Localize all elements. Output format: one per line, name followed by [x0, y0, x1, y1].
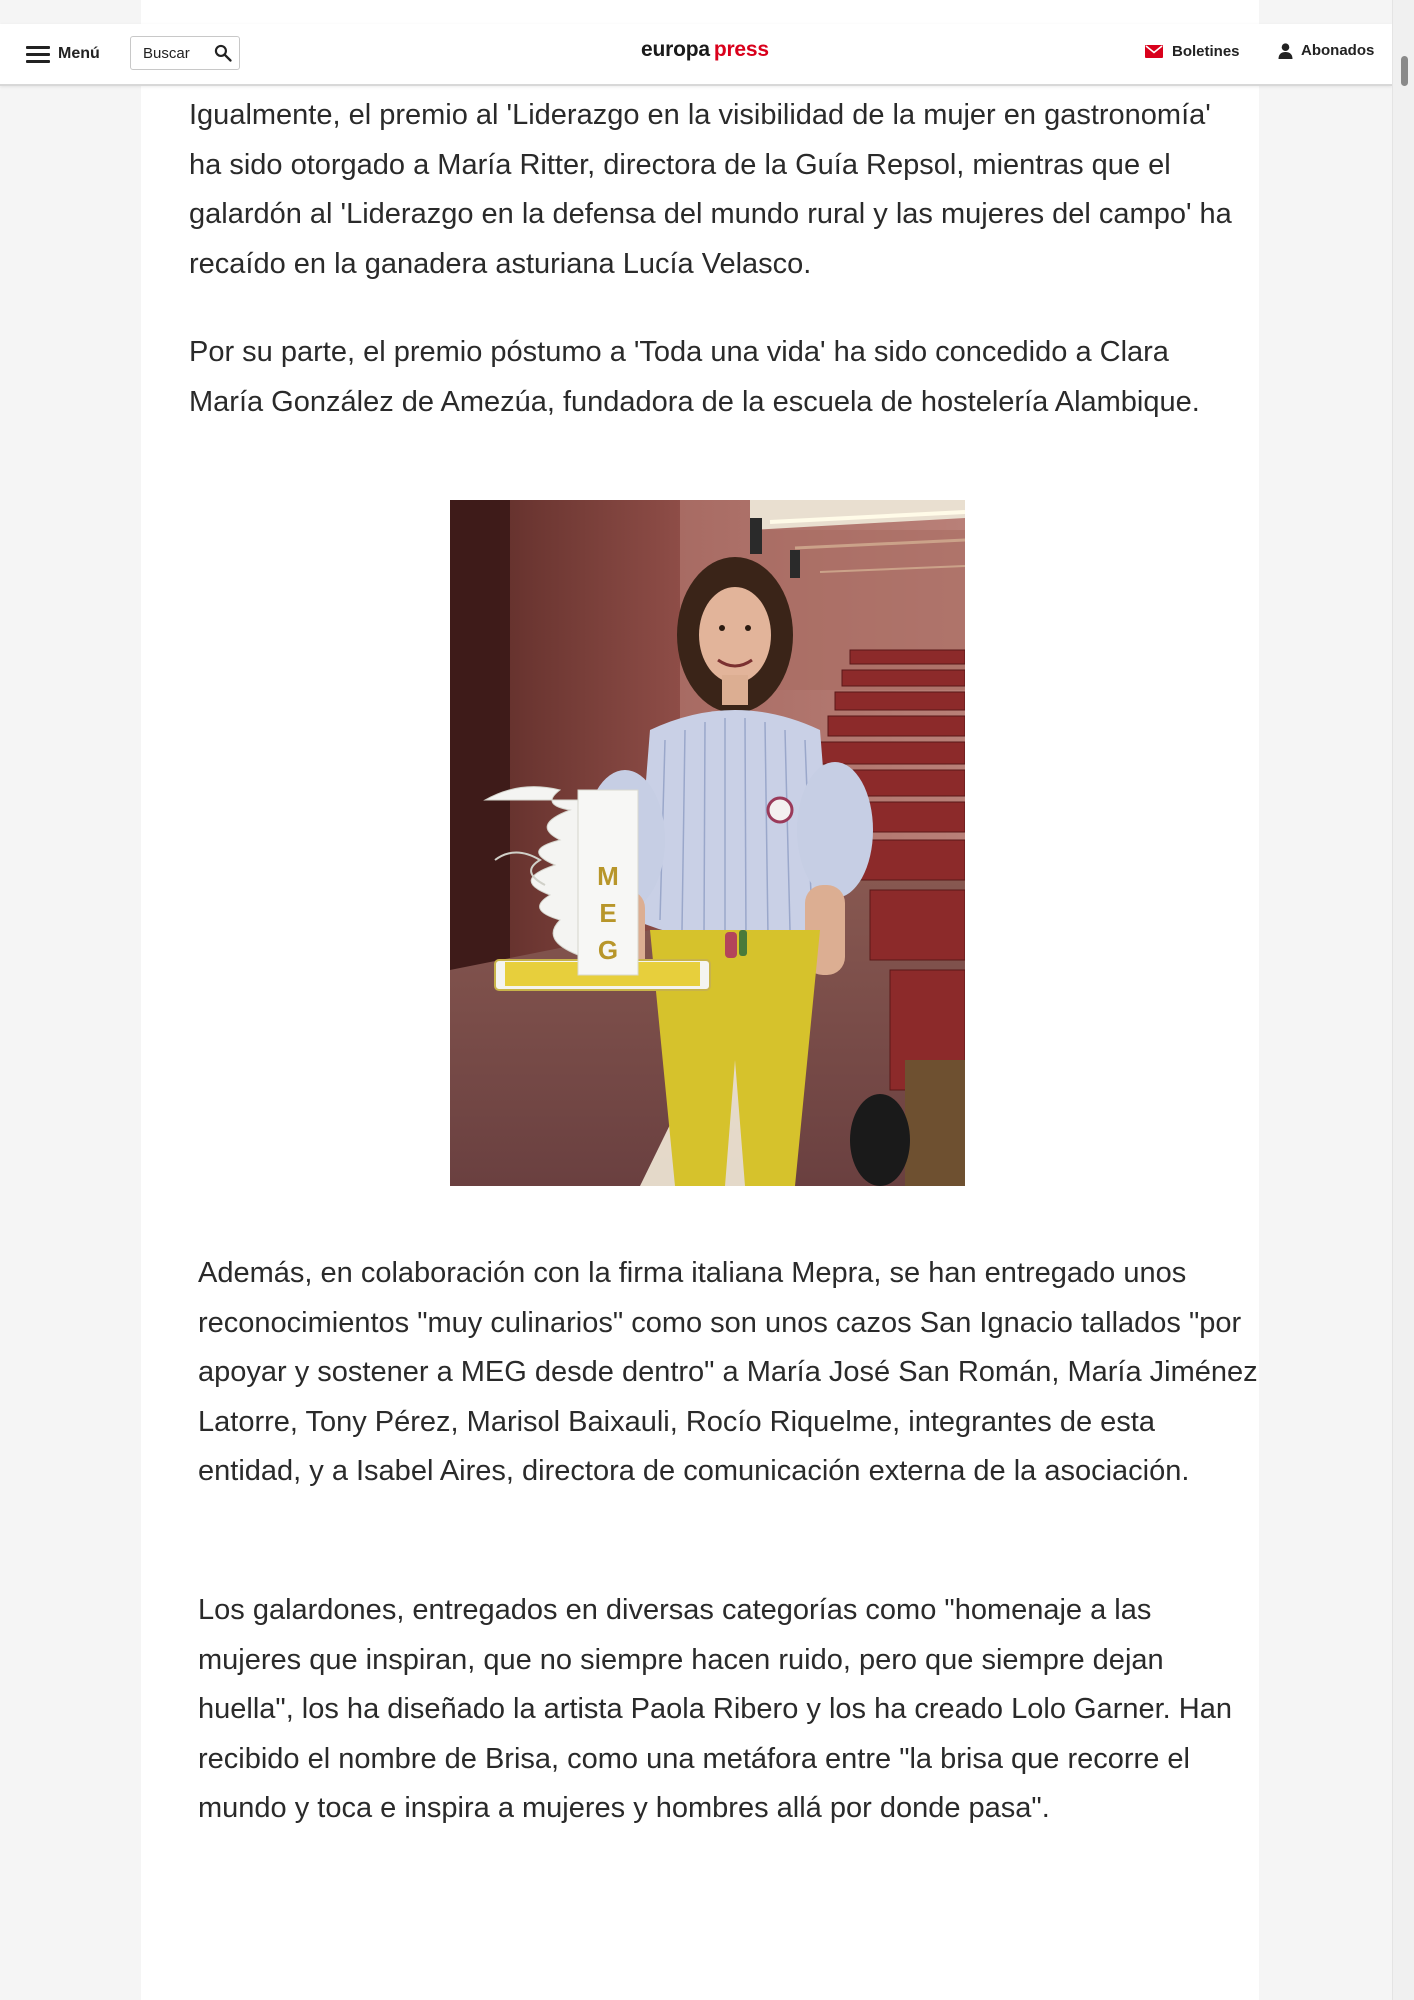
europapress-logo[interactable]: [641, 38, 769, 62]
photo-illustration: [450, 500, 965, 1186]
newsletters-link[interactable]: [1145, 43, 1240, 60]
user-icon: [1278, 43, 1293, 59]
newsletters-label[interactable]: Boletines: [1172, 43, 1240, 60]
article-paragraph: Por su parte, el premio póstumo a 'Toda una vida' ha sido concedido a Clara María González de Amezúa, fundadora de la escuela de hostelería Alambique.: [189, 336, 1200, 418]
subscribers-link[interactable]: [1278, 42, 1374, 59]
article-paragraph: Los galardones, entregados en diversas categorías como "homenaje a las mujeres que inspiran, que no siempre hacen ruido, pero que siempre dejan huella", los ha diseñado la artista Paola Ribero y los ha creado Lolo Garner. Han recibido el nombre de Brisa, como una metáfora entre "la brisa que recorre el mundo y toca e inspira a mujeres y hombres allá por donde pasa".: [198, 1594, 1232, 1824]
logo-text-europa[interactable]: europa: [641, 38, 710, 61]
trophy-letter: M: [597, 861, 619, 891]
site-header: [0, 24, 1392, 86]
menu-button[interactable]: [26, 40, 100, 68]
menu-label[interactable]: Menú: [58, 45, 100, 62]
article-paragraph: Además, en colaboración con la firma italiana Mepra, se han entregado unos reconocimientos "muy culinarios" como son unos cazos San Ignacio tallados "por apoyar y sostener a MEG desde dentro" a María José San Román, María Jiménez Latorre, Tony Pérez, Marisol Baixauli, Rocío Riquelme, integrantes de esta entidad, y a Isabel Aires, directora de comunicación externa de la asociación.: [198, 1257, 1258, 1487]
subscribers-label[interactable]: Abonados: [1301, 42, 1375, 59]
article-paragraph: Igualmente, el premio al 'Liderazgo en la visibilidad de la mujer en gastronomía' ha sido otorgado a María Ritter, directora de la Guía Repsol, mientras que el galardón al 'Liderazgo en la defensa del mundo rural y las mujeres del campo' ha recaído en la ganadera asturiana Lucía Velasco.: [189, 99, 1232, 280]
logo-text-press[interactable]: press: [713, 38, 769, 61]
trophy-letter: G: [597, 935, 619, 965]
search-icon[interactable]: [213, 43, 233, 63]
scrollbar-thumb[interactable]: [1401, 56, 1408, 86]
page-scrollbar[interactable]: [1392, 0, 1414, 2000]
search-box[interactable]: [130, 36, 240, 70]
mail-icon: [1145, 45, 1163, 58]
article-photo: [450, 500, 965, 1186]
hamburger-icon[interactable]: [26, 45, 50, 63]
trophy-letter: E: [599, 898, 617, 928]
search-input[interactable]: [131, 37, 217, 69]
